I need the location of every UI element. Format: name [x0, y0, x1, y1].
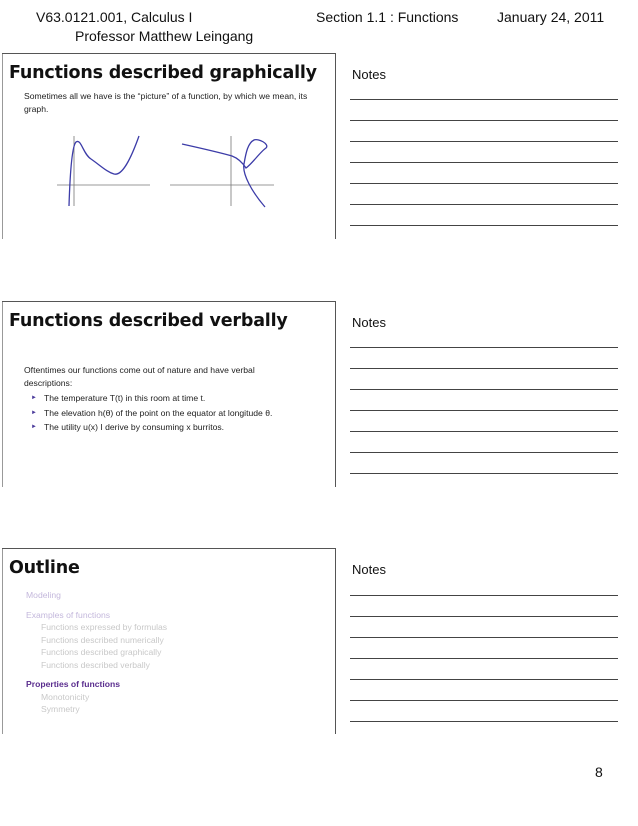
outline-item-examples: Examples of functions	[26, 609, 111, 620]
slide-title: Functions described graphically	[9, 63, 317, 83]
notes-label: Notes	[352, 562, 386, 577]
notes-line	[350, 162, 618, 163]
notes-line	[350, 183, 618, 184]
notes-line	[350, 595, 618, 596]
outline-list	[26, 589, 167, 716]
outline-subitem: Symmetry	[41, 704, 80, 714]
list-item: ► The elevation h(θ) of the point on the equator at longitude θ.	[31, 407, 273, 418]
notes-label: Notes	[352, 315, 386, 330]
section-title: Section 1.1 : Functions	[316, 9, 459, 25]
slide-outline	[2, 548, 336, 734]
loop-curve	[182, 140, 267, 207]
curve-graph-right	[170, 134, 280, 209]
outline-item-properties: Properties of functions	[26, 679, 121, 689]
notes-line	[350, 700, 618, 701]
notes-line	[350, 658, 618, 659]
notes-line	[350, 347, 618, 348]
notes-line	[350, 204, 618, 205]
outline-item-modeling: Modeling	[26, 590, 61, 600]
list-item: ► The utility u(x) I derive by consuming x burritos.	[31, 422, 225, 432]
notes-line	[350, 452, 618, 453]
bullet-icon: ►	[31, 409, 37, 416]
notes-line	[350, 141, 618, 142]
notes-line	[350, 679, 618, 680]
slide-verbally	[2, 301, 336, 487]
notes-line	[350, 368, 618, 369]
graph-curve	[69, 136, 139, 206]
professor-name: Professor Matthew Leingang	[75, 28, 254, 44]
slide-title: Functions described verbally	[9, 311, 288, 331]
notes-line	[350, 225, 618, 226]
function-graph-left	[57, 134, 167, 209]
notes-line	[350, 99, 618, 100]
notes-line	[350, 410, 618, 411]
notes-line	[350, 637, 618, 638]
slide-title: Outline	[9, 558, 80, 578]
slide-body: Sometimes all we have is the “picture” of a function, by which we mean, its graph.	[24, 91, 308, 114]
notes-line	[350, 616, 618, 617]
slide-intro: Oftentimes our functions come out of nature and have verbal descriptions:	[24, 365, 255, 388]
notes-line	[350, 120, 618, 121]
slide-graphically	[2, 53, 336, 239]
lecture-date: January 24, 2011	[497, 9, 605, 25]
outline-subitem: Functions described verbally	[41, 659, 150, 670]
notes-line	[350, 473, 618, 474]
bullet-icon: ►	[31, 395, 37, 401]
bullet-list	[24, 392, 329, 436]
course-title: V63.0121.001, Calculus I	[36, 9, 193, 25]
bullet-icon: ►	[31, 424, 37, 430]
outline-subitem: Functions expressed by formulas	[41, 622, 168, 632]
list-item: ► The temperature T(t) in this room at time t.	[31, 393, 206, 403]
outline-subitem: Monotonicity	[41, 691, 90, 702]
outline-subitem: Functions described numerically	[41, 634, 164, 645]
notes-line	[350, 721, 618, 722]
page-number: 8	[595, 764, 603, 780]
notes-label: Notes	[352, 67, 386, 82]
notes-line	[350, 431, 618, 432]
notes-line	[350, 389, 618, 390]
outline-subitem: Functions described graphically	[41, 647, 162, 657]
